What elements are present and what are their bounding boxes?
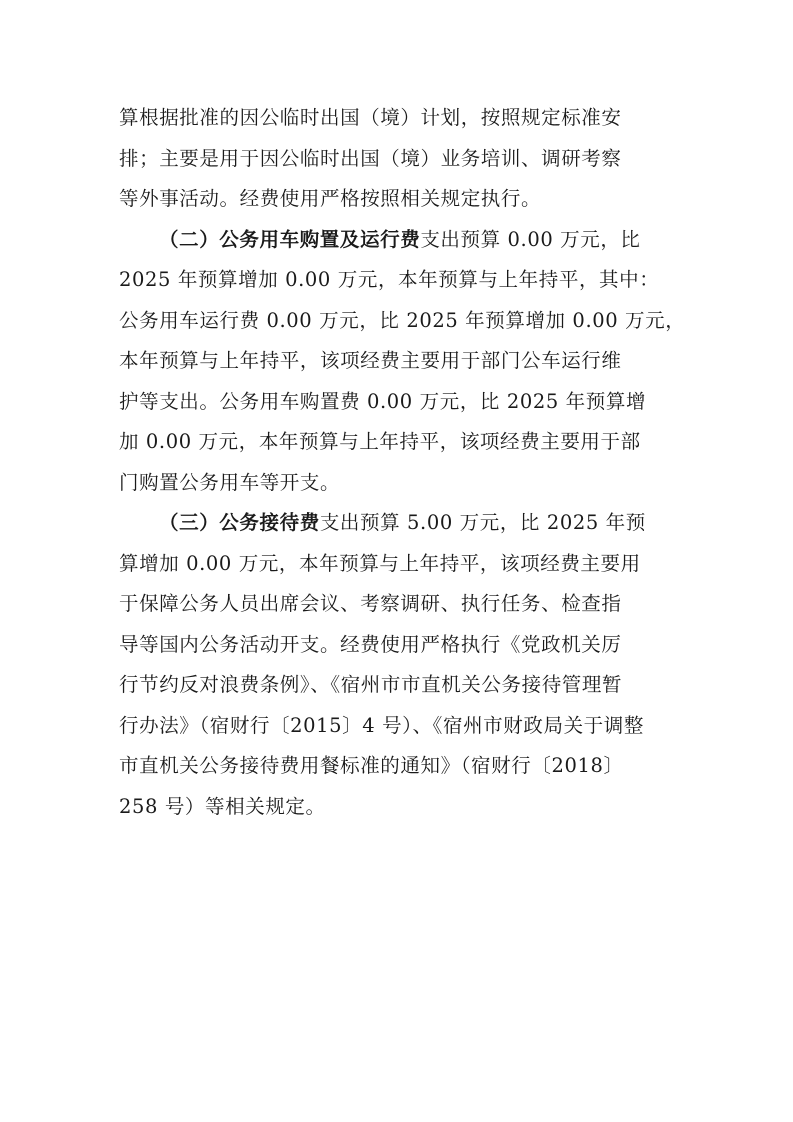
- text-line: 2025 年预算增加 0.00 万元，本年预算与上年持平，其中：: [119, 268, 660, 291]
- text-line: 行节约反对浪费条例》、《宿州市市直机关公务接待管理暂: [119, 673, 623, 696]
- text-line: 护等支出。公务用车购置费 0.00 万元，比 2025 年预算增: [119, 389, 647, 413]
- text-line: 导等国内公务活动开支。经费使用严格执行《党政机关厉: [119, 632, 622, 656]
- text-line: 公务用车运行费 0.00 万元，比 2025 年预算增加 0.00 万元，: [119, 308, 686, 332]
- text-line: 算增加 0.00 万元，本年预算与上年持平，该项经费主要用: [119, 551, 641, 575]
- text-line: 加 0.00 万元，本年预算与上年持平，该项经费主要用于部: [119, 430, 641, 453]
- text-line: 门购置公务用车等开支。: [119, 470, 341, 494]
- section-heading-line: [119, 503, 679, 544]
- text-line: 算根据批准的因公临时出国（境）计划，按照规定标准安: [119, 106, 622, 129]
- text-line: 本年预算与上年持平，该项经费主要用于部门公车运行维: [119, 349, 622, 372]
- text-line: 行办法》（宿财行〔2015〕4 号）、《宿州市财政局关于调整: [119, 713, 644, 737]
- text-line: 258 号）等相关规定。: [119, 794, 326, 818]
- text-line: 于保障公务人员出席会议、考察调研、执行任务、检查指: [119, 592, 622, 615]
- text-span: 支出预算 5.00 万元，比 2025 年预: [319, 511, 646, 534]
- text-line: 等外事活动。经费使用严格按照相关规定执行。: [119, 187, 542, 210]
- text-line: 排；主要是用于因公临时出国（境）业务培训、调研考察: [119, 146, 622, 170]
- text-line: 市直机关公务接待费用餐标准的通知》（宿财行〔2018〕: [119, 754, 624, 777]
- section-heading-line: [119, 220, 679, 261]
- text-span: 支出预算 0.00 万元，比: [420, 227, 641, 251]
- section-heading-vehicle: （二）公务用车购置及运行费: [159, 227, 421, 251]
- document-page: [119, 98, 686, 827]
- section-heading-reception: （三）公务接待费: [159, 511, 320, 534]
